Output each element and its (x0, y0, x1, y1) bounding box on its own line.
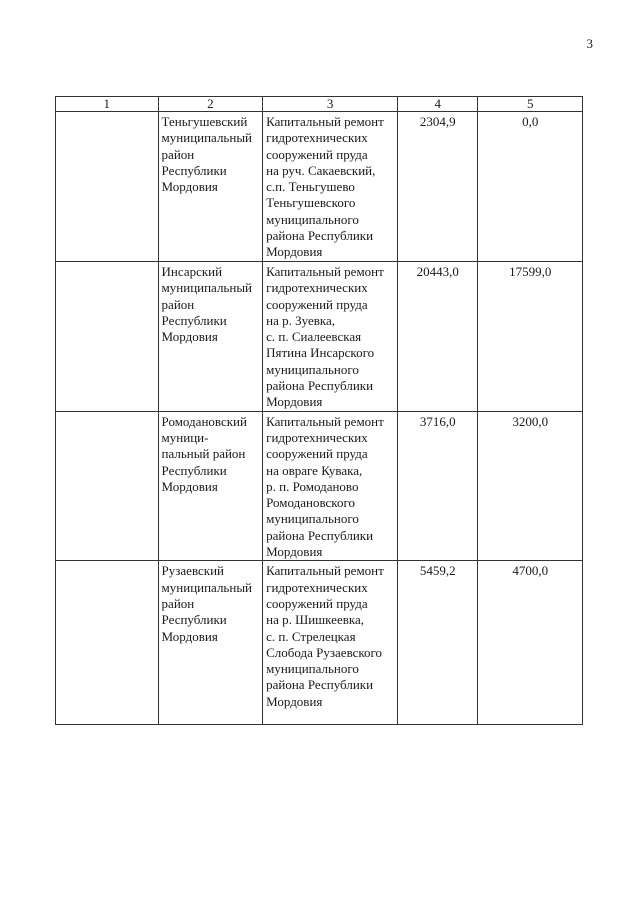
table-row (56, 561, 583, 725)
row-col1-cell (56, 411, 159, 561)
page-number: 3 (586, 36, 593, 51)
table-row (56, 112, 583, 262)
table-body (56, 112, 583, 725)
district-name: Рузаевский муниципальный район Республики Мордовия (161, 563, 253, 644)
work-cell (263, 411, 398, 561)
district-cell (158, 561, 263, 725)
header-col-3: 3 (263, 97, 398, 112)
header-col-4: 4 (398, 97, 478, 112)
work-cell (263, 262, 398, 412)
amount-col4-cell: 3716,0 (398, 411, 478, 561)
header-col-5: 5 (478, 97, 583, 112)
amount-col5-cell: 4700,0 (478, 561, 583, 725)
work-description: Капитальный ремонт гидротехнических сооружений пруда на руч. Сакаевский, с.п. Теньгушево Теньгушевского муниципального района Республики Мордовия (266, 114, 384, 260)
row-col1-cell (56, 112, 159, 262)
table-header (56, 97, 583, 112)
work-cell (263, 561, 398, 725)
work-description: Капитальный ремонт гидротехнических сооружений пруда на р. Шишкеевка, с. п. Стрелецкая Слобода Рузаевского муниципального района Республики Мордовия (266, 563, 384, 709)
amount-col4-cell: 2304,9 (398, 112, 478, 262)
header-col-1: 1 (56, 97, 159, 112)
district-name: Инсарский муниципальный район Республики Мордовия (161, 264, 253, 345)
district-name: Ромодановский муници- пальный район Республики Мордовия (161, 413, 247, 494)
district-cell (158, 411, 263, 561)
work-description: Капитальный ремонт гидротехнических сооружений пруда на р. Зуевка, с. п. Сиалеевская Пятина Инсарского муниципального района Республики Мордовия (266, 264, 384, 410)
row-col1-cell (56, 262, 159, 412)
district-cell (158, 262, 263, 412)
amount-col5-cell: 0,0 (478, 112, 583, 262)
row-col1-cell (56, 561, 159, 725)
district-name: Теньгушевский муниципальный район Республики Мордовия (161, 114, 253, 195)
amount-col5-cell: 17599,0 (478, 262, 583, 412)
table-row (56, 262, 583, 412)
amount-col4-cell: 20443,0 (398, 262, 478, 412)
work-description: Капитальный ремонт гидротехнических сооружений пруда на овраге Кувака, р. п. Ромоданово Ромодановского муниципального района Республики Мордовия (266, 413, 384, 560)
district-cell (158, 112, 263, 262)
amount-col5-cell: 3200,0 (478, 411, 583, 561)
amount-col4-cell: 5459,2 (398, 561, 478, 725)
header-row (56, 97, 583, 112)
funding-table (55, 96, 583, 725)
header-col-2: 2 (158, 97, 263, 112)
table-row (56, 411, 583, 561)
work-cell (263, 112, 398, 262)
